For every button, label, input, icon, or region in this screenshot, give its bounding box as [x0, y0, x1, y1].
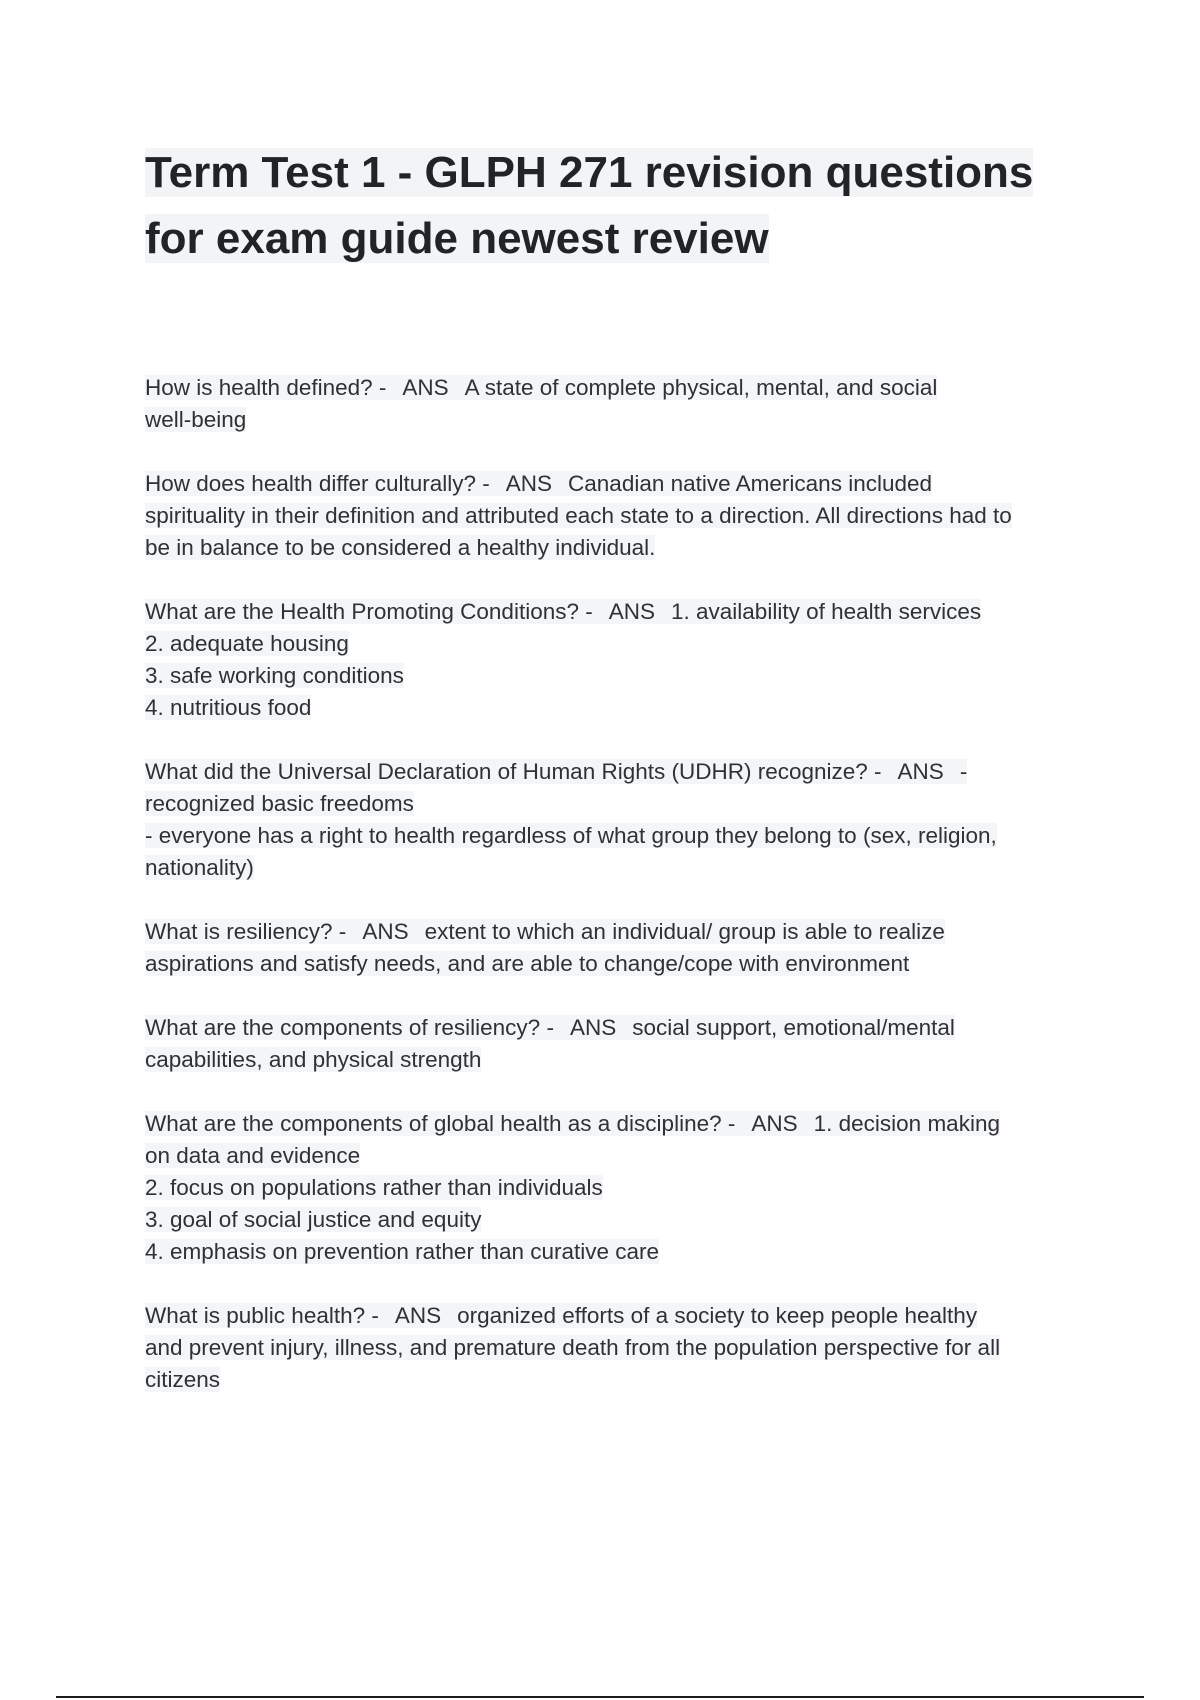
answer-line	[145, 1364, 1095, 1396]
answer-line-text: 2. focus on populations rather than individuals	[145, 1175, 603, 1200]
answer-line	[145, 532, 1095, 564]
ans-label: ANS	[897, 759, 944, 784]
question-text: What are the components of global health as a discipline? -	[145, 1111, 736, 1136]
answer-text: organized efforts of a society to keep people healthy	[457, 1303, 978, 1328]
answer-line	[145, 1172, 1095, 1204]
question-text: What are the Health Promoting Conditions? -	[145, 599, 593, 624]
qa-first-line	[145, 1012, 1095, 1044]
qa-item	[145, 596, 1095, 724]
answer-line	[145, 1204, 1095, 1236]
answer-line-text: be in balance to be considered a healthy individual.	[145, 535, 656, 560]
qa-first-line	[145, 916, 1095, 948]
answer-line	[145, 500, 1095, 532]
qa-first-line-highlight	[145, 1303, 977, 1328]
answer-line	[145, 948, 1095, 980]
answer-line-text: 4. nutritious food	[145, 695, 312, 720]
ans-label: ANS	[362, 919, 409, 944]
footer-divider	[56, 1696, 1144, 1698]
answer-line-text: well-being	[145, 407, 247, 432]
qa-first-line	[145, 1108, 1095, 1140]
answer-text: -	[959, 759, 968, 784]
answer-line-text: capabilities, and physical strength	[145, 1047, 482, 1072]
answer-text: A state of complete physical, mental, and social	[464, 375, 938, 400]
qa-item	[145, 1012, 1095, 1076]
answer-line-text: and prevent injury, illness, and premature death from the population perspective for all	[145, 1335, 1001, 1360]
question-text: How does health differ culturally? -	[145, 471, 490, 496]
title-line: Term Test 1 - GLPH 271 revision questions	[145, 148, 1034, 197]
answer-line	[145, 1044, 1095, 1076]
qa-first-line-highlight	[145, 919, 945, 944]
ans-label: ANS	[505, 471, 553, 496]
answer-line	[145, 852, 1095, 884]
question-text: What are the components of resiliency? -	[145, 1015, 554, 1040]
answer-line-text: nationality)	[145, 855, 254, 880]
qa-item	[145, 756, 1095, 884]
answer-line	[145, 1236, 1095, 1268]
answer-line	[145, 788, 1095, 820]
answer-line-text: 3. goal of social justice and equity	[145, 1207, 482, 1232]
answer-text: 1. decision making	[813, 1111, 1000, 1136]
question-text: What is public health? -	[145, 1303, 379, 1328]
answer-line	[145, 820, 1095, 852]
answer-line-text: aspirations and satisfy needs, and are able to change/cope with environment	[145, 951, 910, 976]
answer-line-text: - everyone has a right to health regardless of what group they belong to (sex, religion,	[145, 823, 997, 848]
answer-line	[145, 404, 1095, 436]
qa-item	[145, 1300, 1095, 1396]
answer-line	[145, 1332, 1095, 1364]
ans-label: ANS	[608, 599, 655, 624]
ans-label: ANS	[394, 1303, 442, 1328]
qa-first-line-highlight	[145, 1111, 1000, 1136]
answer-line	[145, 1140, 1095, 1172]
answer-line-text: citizens	[145, 1367, 221, 1392]
answer-line-text: 4. emphasis on prevention rather than curative care	[145, 1239, 660, 1264]
answer-line	[145, 628, 1095, 660]
qa-first-line-highlight	[145, 375, 937, 400]
qa-first-line	[145, 756, 1095, 788]
answer-line-text: on data and evidence	[145, 1143, 361, 1168]
qa-first-line	[145, 1300, 1095, 1332]
answer-text: social support, emotional/mental	[632, 1015, 955, 1040]
answer-line	[145, 660, 1095, 692]
qa-item	[145, 372, 1095, 436]
ans-label: ANS	[402, 375, 449, 400]
title-line: for exam guide newest review	[145, 214, 769, 263]
ans-label: ANS	[751, 1111, 798, 1136]
question-text: How is health defined? -	[145, 375, 387, 400]
question-text: What did the Universal Declaration of Human Rights (UDHR) recognize? -	[145, 759, 882, 784]
qa-first-line	[145, 468, 1095, 500]
answer-line	[145, 692, 1095, 724]
ans-label: ANS	[569, 1015, 617, 1040]
document-title	[145, 140, 1085, 272]
qa-item	[145, 468, 1095, 564]
qa-first-line-highlight	[145, 599, 981, 624]
answer-line-text: 3. safe working conditions	[145, 663, 404, 688]
qa-first-line	[145, 596, 1095, 628]
question-text: What is resiliency? -	[145, 919, 347, 944]
qa-first-line-highlight	[145, 471, 932, 496]
qa-item	[145, 1108, 1095, 1268]
answer-line-text: recognized basic freedoms	[145, 791, 414, 816]
qa-list	[145, 372, 1095, 1428]
answer-line-text: 2. adequate housing	[145, 631, 349, 656]
qa-first-line-highlight	[145, 759, 967, 784]
qa-item	[145, 916, 1095, 980]
answer-text: extent to which an individual/ group is able to realize	[424, 919, 945, 944]
answer-line-text: spirituality in their definition and attributed each state to a direction. All directions had to	[145, 503, 1012, 528]
qa-first-line-highlight	[145, 1015, 955, 1040]
answer-text: Canadian native Americans included	[568, 471, 933, 496]
answer-text: 1. availability of health services	[671, 599, 982, 624]
qa-first-line	[145, 372, 1095, 404]
